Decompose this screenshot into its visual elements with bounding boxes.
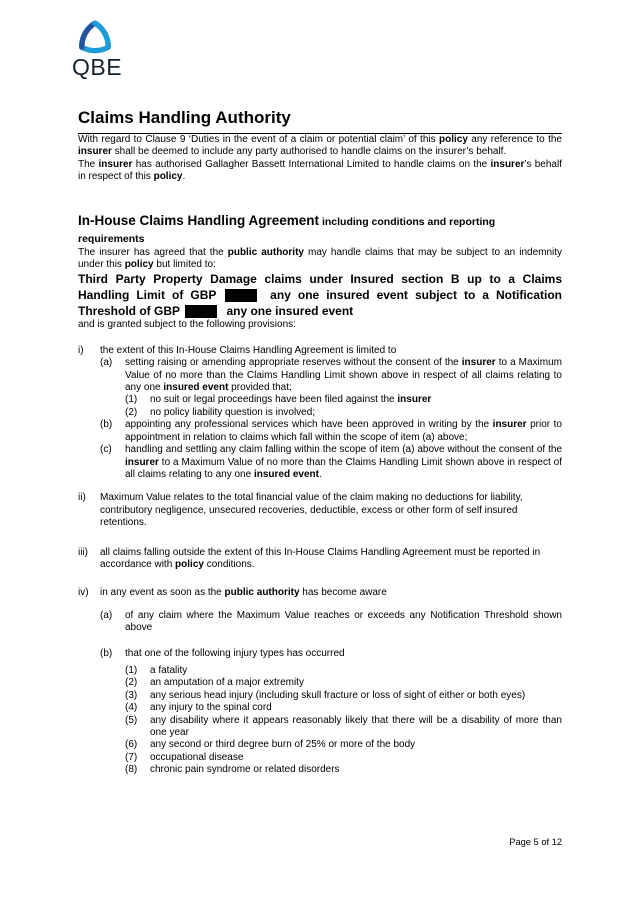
list-item-text: a fatality: [150, 664, 188, 676]
list-item: [78, 739, 562, 751]
sub-item-a: [78, 357, 562, 394]
list-item-label: (4): [125, 702, 138, 714]
list-item-label: (8): [125, 764, 138, 776]
page-number: Page 5 of 12: [509, 837, 562, 847]
sub-sub-item-1: [78, 394, 562, 406]
sub-sub-item-text: no policy liability question is involved;: [150, 406, 316, 418]
injury-type-list: [78, 665, 562, 777]
list-item-label: (3): [125, 689, 138, 701]
list-item: [78, 752, 562, 764]
sub-item-label: (b): [100, 419, 113, 431]
provision-item-iii: [78, 547, 562, 572]
section-heading-main: In-House Claims Handling Agreement: [78, 212, 320, 228]
provision-label: iii): [78, 546, 88, 558]
provision-label: i): [78, 344, 84, 356]
sub-sub-item-text: no suit or legal proceedings have been filed against the insurer: [150, 394, 432, 406]
provision-item-iv: [78, 587, 562, 776]
list-item-label: (1): [125, 664, 138, 676]
section-heading-suffix: including conditions and reporting requirements: [78, 215, 496, 245]
sub-sub-item-label: (1): [125, 394, 138, 406]
page-footer: [78, 836, 562, 848]
qbe-logo-text: QBE: [72, 54, 123, 80]
sub-sub-item-label: (2): [125, 406, 138, 418]
list-item-text: any second or third degree burn of 25% or more of the body: [150, 739, 416, 751]
provision-text: Maximum Value relates to the total financial value of the claim making no deductions for liability, contributory negligence, unsecured recoveries, deductible, excess or other form of self insured retentions.: [100, 492, 523, 529]
list-item: [78, 677, 562, 689]
qbe-logo: [72, 18, 122, 78]
granted-paragraph: and is granted subject to the following provisions:: [78, 319, 296, 331]
list-item: [78, 702, 562, 714]
sub-sub-item-2: [78, 407, 562, 419]
list-item-text: occupational disease: [150, 751, 244, 763]
sub-item-text: handling and settling any claim falling within the scope of item (a) above without the consent of the insurer to a Maximum Value of no more than the Claims Handling Limit shown above in respect of all claims relating to any one insured event.: [125, 444, 562, 480]
provision-text: all claims falling outside the extent of this In-House Claims Handling Agreement must be reported in accordance with policy conditions.: [100, 546, 541, 570]
claims-limit-heading: Third Party Property Damage claims under Insured section B up to a Claims Handling Limit of GBP any one insured event subject to a Notification Threshold of GBP any one insured event: [78, 272, 562, 319]
provision-label: ii): [78, 492, 86, 504]
sub-item-b: [78, 419, 562, 444]
list-item-text: any disability where it appears reasonably likely that there will be a disability of more than one year: [150, 714, 562, 738]
sub-item-label: (a): [100, 609, 113, 621]
list-item: [78, 690, 562, 702]
sub-item-text: that one of the following injury types has occurred: [125, 647, 345, 659]
provision-i-intro-row: [78, 345, 562, 357]
sub-item-label: (c): [100, 444, 112, 456]
sub-item-text: setting raising or amending appropriate reserves without the consent of the insurer to a Maximum Value of no more than the Claims Handling Limit shown above in respect of all claims relating to any one insured event provided that;: [125, 357, 562, 394]
document-content: [78, 0, 562, 777]
list-item-text: any serious head injury (including skull fracture or loss of sight of either or both eyes): [150, 689, 526, 701]
list-item: [78, 665, 562, 677]
intro-paragraph-1: With regard to Clause 9 ‘Duties in the event of a claim or potential claim’ of this policy any reference to the insurer shall be deemed to include any party authorised to handle claims on the insurer’s behalf.: [78, 134, 562, 158]
list-item-label: (2): [125, 677, 138, 689]
sub-item-label: (a): [100, 357, 113, 369]
provision-item-ii: [78, 492, 562, 529]
agreement-intro-paragraph: The insurer has agreed that the public authority may handle claims that may be subject to an indemnity under this policy but limited to:: [78, 246, 563, 271]
provision-text: the extent of this In-House Claims Handling Agreement is limited to: [100, 344, 397, 356]
list-item: [78, 764, 562, 776]
title-block: [78, 108, 562, 134]
sub-item-a: [78, 610, 562, 635]
provision-text: in any event as soon as the public authority has become aware: [100, 587, 387, 599]
sub-item-c: [78, 444, 562, 481]
provision-iv-intro-row: [78, 587, 562, 599]
list-item-label: (6): [125, 739, 138, 751]
notification-threshold-amount-redaction-box: [185, 305, 217, 318]
list-item-label: (5): [125, 714, 138, 726]
list-item-text: chronic pain syndrome or related disorders: [150, 764, 340, 776]
intro-paragraph-2: The insurer has authorised Gallagher Bassett International Limited to handle claims on the insurer’s behalf in respect of this policy.: [78, 158, 562, 183]
list-item-label: (7): [125, 751, 138, 763]
provision-item-i: [78, 345, 562, 481]
claims-handling-limit-amount-redaction-box: [225, 289, 257, 302]
list-item-text: any injury to the spinal cord: [150, 702, 272, 714]
list-item-text: an amputation of a major extremity: [150, 677, 304, 689]
sub-item-text: appointing any professional services which have been approved in writing by the insurer prior to appointment in relation to claims which fall within the scope of item (a) above;: [125, 419, 562, 443]
list-item: [78, 715, 562, 740]
sub-item-label: (b): [100, 647, 113, 659]
page-title: Claims Handling Authority: [78, 108, 291, 127]
qbe-knot-icon: [77, 18, 113, 56]
provision-label: iv): [78, 587, 89, 599]
section-heading: [78, 213, 562, 247]
sub-item-text: of any claim where the Maximum Value reaches or exceeds any Notification Threshold shown above: [125, 609, 562, 634]
sub-item-b: [78, 648, 562, 660]
